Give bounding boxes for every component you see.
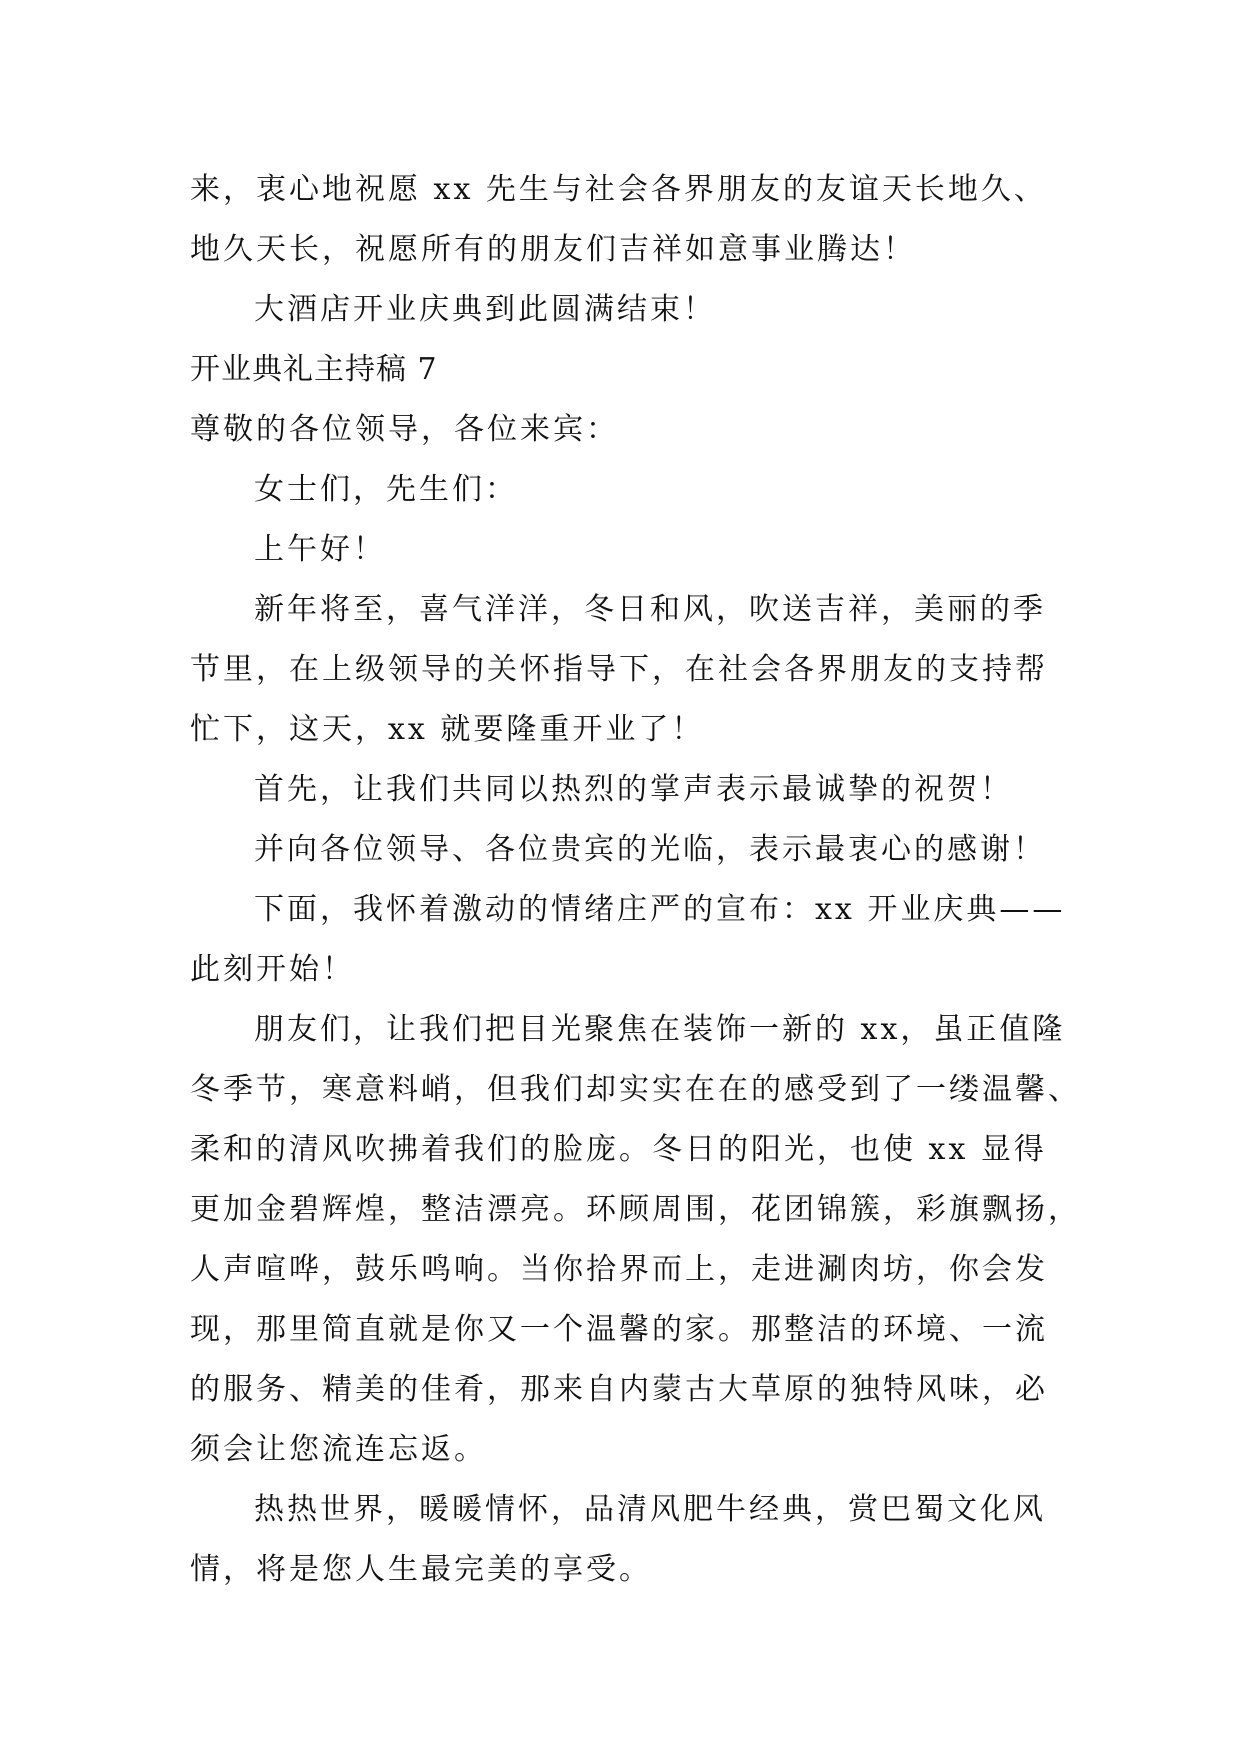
text-line: 节里，在上级领导的关怀指导下，在社会各界朋友的支持帮: [190, 652, 1048, 687]
text-line: 情，将是您人生最完美的享受。: [190, 1552, 652, 1587]
text-line: 冬季节，寒意料峭，但我们却实实在在的感受到了一缕温馨、: [190, 1072, 1081, 1107]
text-line: 新年将至，喜气洋洋，冬日和风，吹送吉祥，美丽的季: [254, 592, 1046, 627]
text-line: 忙下，这天，xx 就要隆重开业了！: [190, 712, 705, 747]
text-line: 现，那里简直就是你又一个温馨的家。那整洁的环境、一流: [190, 1312, 1048, 1347]
text-line: 此刻开始！: [190, 952, 355, 987]
text-line: 的服务、精美的佳肴，那来自内蒙古大草原的独特风味，必: [190, 1372, 1048, 1407]
text-line: 朋友们，让我们把目光聚焦在装饰一新的 xx，虽正值隆: [254, 1012, 1066, 1047]
text-line: 柔和的清风吹拂着我们的脸庞。冬日的阳光，也使 xx 显得: [190, 1132, 1047, 1167]
text-line: 来，衷心地祝愿 xx 先生与社会各界朋友的友谊天长地久、: [190, 172, 1047, 207]
document-page: [190, 160, 1081, 1600]
text-line: 人声喧哗，鼓乐鸣响。当你拾界而上，走进涮肉坊，你会发: [190, 1252, 1048, 1287]
text-line: 女士们，先生们：: [254, 472, 518, 507]
text-line: 须会让您流连忘返。: [190, 1432, 487, 1467]
text-line: 热热世界，暖暖情怀，品清风肥牛经典，赏巴蜀文化风: [254, 1492, 1046, 1527]
text-line: 更加金碧辉煌，整洁漂亮。环顾周围，花团锦簇，彩旗飘扬，: [190, 1192, 1081, 1227]
section-heading: 开业典礼主持稿 7: [190, 352, 438, 387]
text-line: 地久天长，祝愿所有的朋友们吉祥如意事业腾达！: [190, 232, 916, 267]
text-line: 上午好！: [254, 532, 386, 567]
text-line: 大酒店开业庆典到此圆满结束！: [254, 292, 716, 327]
text-line: 首先，让我们共同以热烈的掌声表示最诚挚的祝贺！: [254, 772, 1013, 807]
text-line: 并向各位领导、各位贵宾的光临，表示最衷心的感谢！: [254, 832, 1046, 867]
salutation: 尊敬的各位领导，各位来宾：: [190, 412, 619, 447]
text-line: 下面，我怀着激动的情绪庄严的宣布：xx 开业庆典——: [254, 892, 1066, 927]
